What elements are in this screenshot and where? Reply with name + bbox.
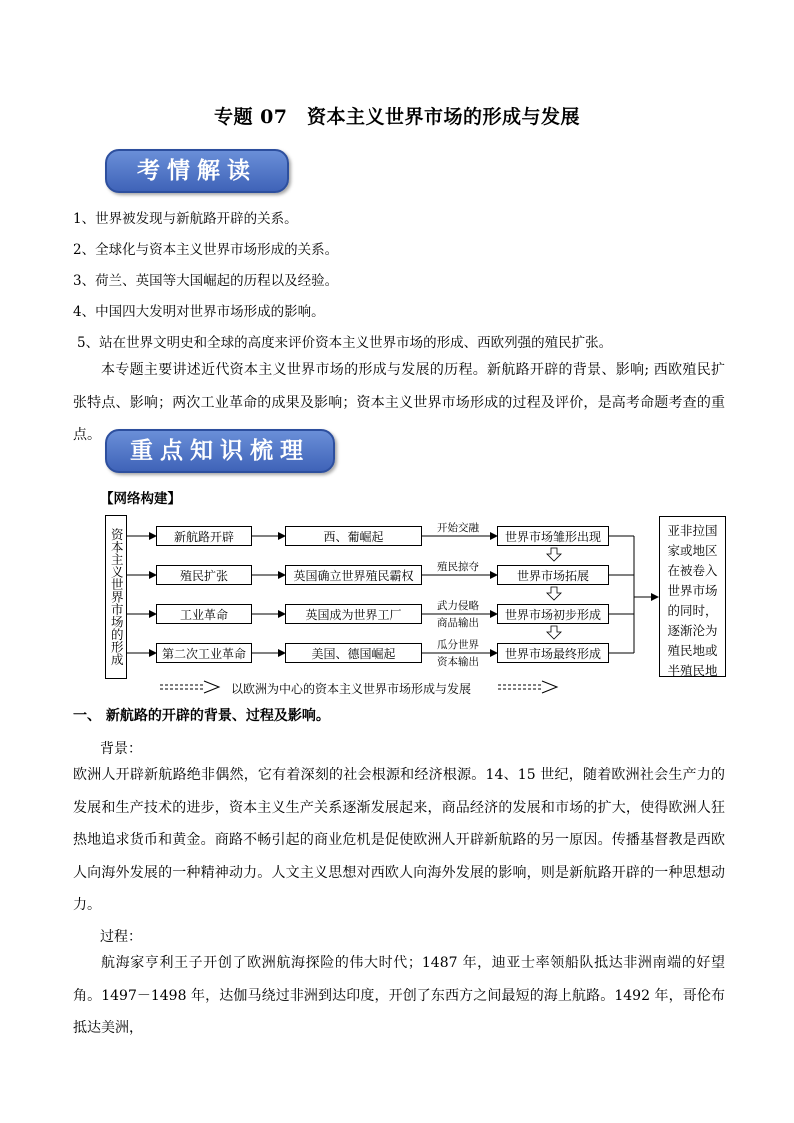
background-paragraph: 欧洲人开辟新航路绝非偶然，它有着深刻的社会根源和经济根源。14、15 世纪，随着欧洲社会生产力的发展和生产技术的进步，资本主义生产关系逐渐发展起来，商品经济的发展和市场的扩大，使得欧洲人狂热地追求货币和黄金。商路不畅引起的商业危机是促使欧洲人开辟新航路的另一原因。传播基督教是西欧人向海外发展的一种精神动力。人文主义思想对西欧人向海外发展的影响，则是新航路开辟的一种思想动力。 [73, 767, 725, 913]
exam-analysis-banner: 考情解读 [105, 149, 289, 193]
exam-point-5: 5、站在世界文明史和全球的高度来评价资本主义世界市场的形成、西欧列强的殖民扩张。 [77, 335, 613, 351]
col1-box-2: 殖民扩张 [156, 565, 252, 585]
col1-box-1: 新航路开辟 [156, 526, 252, 546]
col2-box-1: 西、葡崛起 [285, 526, 422, 546]
diagram-left-label: 资本主义世界市场的形成 [105, 515, 127, 679]
col3-box-2: 世界市场拓展 [497, 565, 609, 585]
exam-point-1: 1、世界被发现与新航路开辟的关系。 [73, 211, 298, 227]
intro-paragraph: 本专题主要讲述近代资本主义世界市场的形成与发展的历程。新航路开辟的背景、影响; 西欧殖民扩张特点、影响；两次工业革命的成果及影响；资本主义世界市场形成的过程及评价，是高考命题考查的重点。 [73, 362, 725, 443]
right-box-line-4: 世界市场 [667, 583, 718, 598]
page-title: 专题 07 资本主义世界市场的形成与发展 [213, 106, 581, 128]
network-label: 【网络构建】 [100, 491, 181, 507]
col2-box-3: 英国成为世界工厂 [285, 604, 422, 624]
arrow-label-4b: 资本输出 [437, 656, 479, 668]
diagram-caption: 以欧洲为中心的资本主义世界市场形成与发展 [231, 682, 472, 696]
exam-point-3: 3、荷兰、英国等大国崛起的历程以及经验。 [73, 273, 339, 289]
process-paragraph: 航海家亨利王子开创了欧洲航海探险的伟大时代；1487 年，迪亚士率领船队抵达非洲南端的好望角。1497－1498 年，达伽马绕过非洲到达印度，开创了东西方之间最短的海上航路。1492 年，哥伦布抵达美洲， [73, 955, 725, 1036]
col1-box-3: 工业革命 [156, 604, 252, 624]
exam-point-4: 4、中国四大发明对世界市场形成的影响。 [73, 304, 325, 320]
diagram-right-box [659, 516, 726, 677]
arrow-label-1: 开始交融 [437, 522, 479, 534]
right-box-line-7: 殖民地或 [667, 643, 718, 658]
col2-box-2: 英国确立世界殖民霸权 [285, 565, 422, 585]
key-knowledge-banner: 重点知识梳理 [105, 429, 335, 473]
right-box-line-8: 半殖民地 [667, 663, 718, 678]
col2-box-4: 美国、德国崛起 [285, 643, 422, 663]
col3-box-3: 世界市场初步形成 [497, 604, 609, 624]
right-box-line-6: 逐渐沦为 [667, 623, 718, 638]
col1-box-4: 第二次工业革命 [156, 643, 252, 663]
right-box-line-3: 在被卷入 [667, 563, 718, 578]
col3-box-4: 世界市场最终形成 [497, 643, 609, 663]
right-box-line-1: 亚非拉国 [667, 523, 718, 538]
col3-box-1: 世界市场雏形出现 [497, 526, 609, 546]
arrow-label-2: 殖民掠夺 [437, 561, 479, 573]
section-1-heading: 一、 新航路的开辟的背景、过程及影响。 [73, 708, 330, 724]
exam-point-2: 2、全球化与资本主义世界市场形成的关系。 [73, 242, 339, 258]
arrow-label-3a: 武力侵略 [437, 600, 479, 612]
background-label: 背景： [100, 741, 142, 757]
process-label: 过程： [100, 929, 142, 945]
arrow-label-3b: 商品输出 [437, 617, 479, 629]
arrow-label-4a: 瓜分世界 [437, 639, 479, 651]
right-box-line-2: 家或地区 [667, 543, 718, 558]
right-box-line-5: 的同时， [667, 603, 718, 618]
